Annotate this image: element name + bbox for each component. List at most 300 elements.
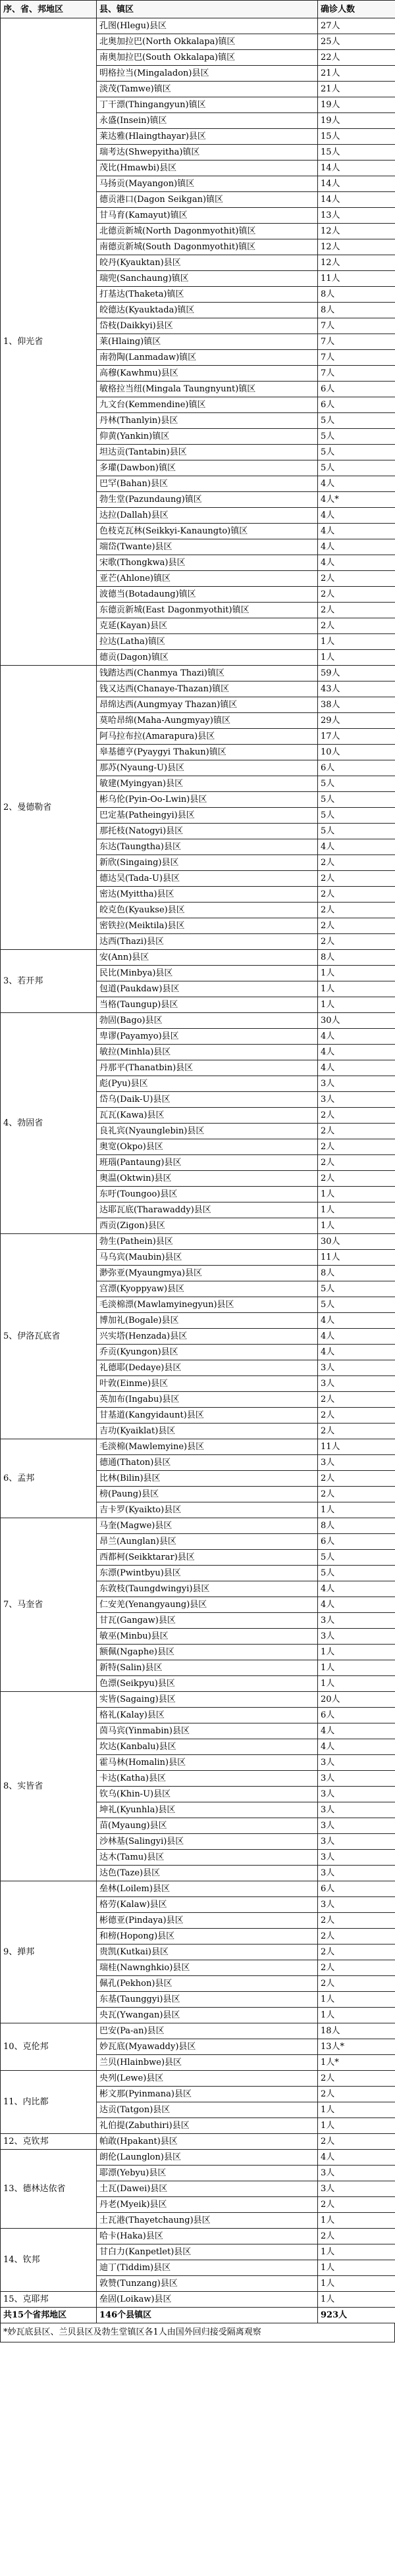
district-name: 宋歌(Thongkwa)县区 [97,555,318,571]
district-name: 东基(Taunggyi)县区 [97,1992,318,2008]
case-count: 2人 [318,934,395,950]
district-name: 岱乌(Daik-U)县区 [97,1092,318,1108]
case-count: 3人 [318,2181,395,2197]
district-name: 敏格拉当纽(Mingala Taungnyunt)镇区 [97,382,318,397]
case-count: 1人 [318,966,395,981]
district-name: 坦达贡(Tantabin)县区 [97,445,318,460]
district-name: 央列(Lewe)县区 [97,2071,318,2087]
region-name: 12、克钦邦 [1,2134,97,2150]
total-region: 共15个省邦地区 [1,2308,97,2323]
case-count: 2人 [318,1155,395,1171]
case-count: 4人 [318,1045,395,1060]
district-name: 比林(Bilin)县区 [97,1471,318,1487]
table-row [1,1881,395,1897]
case-count: 1人 [318,2118,395,2134]
case-count: 5人 [318,776,395,792]
district-name: 明格拉当(Mingaladon)县区 [97,66,318,82]
case-count: 3人 [318,1613,395,1629]
case-count: 4人 [318,1329,395,1345]
district-name: 莱(Hlaing)镇区 [97,334,318,350]
case-count: 30人 [318,1234,395,1250]
case-count: 5人 [318,429,395,445]
case-count: 1人 [318,1187,395,1202]
district-name: 博加礼(Bogale)县区 [97,1313,318,1329]
case-count: 4人 [318,524,395,539]
district-name: 亚芒(Ahlone)镇区 [97,571,318,587]
district-name: 皎丹(Kyauktan)县区 [97,255,318,271]
case-count: 3人 [318,1455,395,1471]
district-name: 莱达雅(Hlaingthayar)县区 [97,129,318,145]
district-name: 帕敢(Hpakant)县区 [97,2134,318,2150]
district-name: 德贡(Dagon)镇区 [97,650,318,666]
case-count: 2人 [318,918,395,934]
case-count: 4人 [318,1029,395,1045]
table-row [1,950,395,966]
case-count: 4人 [318,555,395,571]
case-count: 6人 [318,1708,395,1723]
district-name: 密达(Myittha)县区 [97,887,318,903]
case-count: 3人 [318,1076,395,1092]
district-name: 南勃陶(Lanmadaw)镇区 [97,350,318,366]
case-count: 2人 [318,855,395,871]
district-name: 礼伯提(Zabuthiri)县区 [97,2118,318,2134]
case-count: 3人 [318,1818,395,1834]
district-name: 坤礼(Kyunhla)县区 [97,1802,318,1818]
district-name: 西贡(Zigon)县区 [97,1218,318,1234]
district-name: 贵凯(Kutkai)县区 [97,1944,318,1960]
district-name: 奥温(Oktwin)县区 [97,1171,318,1187]
district-name: 达色(Taze)县区 [97,1866,318,1881]
district-name: 克延(Kayan)县区 [97,618,318,634]
case-count: 5人 [318,808,395,824]
case-count: 4人 [318,1597,395,1613]
district-name: 彪(Pyu)县区 [97,1076,318,1092]
case-count: 2人 [318,571,395,587]
table-row [1,18,395,34]
district-name: 彬乌伦(Pyin-Oo-Lwin)县区 [97,792,318,808]
district-name: 央瓦(Ywangan)县区 [97,2008,318,2023]
district-name: 甘马育(Kamayut)镇区 [97,208,318,224]
case-count: 8人 [318,950,395,966]
case-count: 59人 [318,666,395,681]
district-name: 德贡港口(Dagon Seikgan)镇区 [97,192,318,208]
case-count: 8人 [318,287,395,303]
case-count: 1人 [318,2008,395,2023]
district-name: 北奥加拉巴(North Okkalapa)镇区 [97,34,318,50]
case-count: 3人 [318,1897,395,1913]
district-name: 马扬贡(Mayangon)镇区 [97,176,318,192]
district-name: 西都柯(Seikktarar)县区 [97,1550,318,1566]
district-name: 瑞考达(Shwepyitha)镇区 [97,145,318,161]
case-count: 4人 [318,508,395,524]
case-count: 25人 [318,34,395,50]
district-name: 丁干漂(Thingangyun)镇区 [97,97,318,113]
district-name: 毛淡棉漂(Mawlamyinegyun)县区 [97,1297,318,1313]
district-name: 巴罕(Bahan)县区 [97,476,318,492]
case-count: 2人 [318,903,395,918]
case-count: 3人 [318,1787,395,1802]
district-name: 瑞兜(Sanchaung)镇区 [97,271,318,287]
district-name: 甘基道(Kangyidaunt)县区 [97,1408,318,1424]
district-name: 卡达(Katha)县区 [97,1771,318,1787]
region-name: 8、实皆省 [1,1692,97,1881]
case-count: 38人 [318,697,395,713]
total-district: 146个县镇区 [97,2308,318,2323]
district-name: 渺弥亚(Myaungmya)县区 [97,1266,318,1281]
case-count: 2人 [318,2134,395,2150]
case-count: 6人 [318,397,395,413]
district-name: 敏建(Myingyan)县区 [97,776,318,792]
district-name: 耶漂(Yebyu)县区 [97,2166,318,2181]
case-count: 5人 [318,1281,395,1297]
case-count: 12人 [318,224,395,239]
header-count: 确诊人数 [318,1,395,18]
district-name: 英加布(Ingabu)县区 [97,1392,318,1408]
case-count: 3人 [318,1834,395,1850]
case-count: 2人 [318,2197,395,2213]
district-name: 淡茂(Tamwe)镇区 [97,82,318,97]
case-count: 1人 [318,2102,395,2118]
region-name: 7、马奎省 [1,1518,97,1692]
district-name: 宫漂(Kyoppyaw)县区 [97,1281,318,1297]
district-name: 皎德达(Kyauktada)镇区 [97,303,318,318]
district-name: 敏拉(Minhla)县区 [97,1045,318,1060]
district-name: 甘白力(Kanpetlet)县区 [97,2244,318,2260]
district-name: 勃固(Bago)县区 [97,1013,318,1029]
case-count: 3人 [318,1360,395,1376]
case-count: 1人 [318,1676,395,1692]
district-name: 达拉(Dallah)县区 [97,508,318,524]
district-name: 霍马林(Homalin)县区 [97,1755,318,1771]
case-count: 5人 [318,1297,395,1313]
case-count: 2人 [318,1944,395,1960]
district-name: 垒林(Loilem)县区 [97,1881,318,1897]
district-name: 彬德亚(Pindaya)县区 [97,1913,318,1929]
district-name: 东德贡新城(East Dagonmyothit)镇区 [97,603,318,618]
district-name: 密铁拉(Meiktila)县区 [97,918,318,934]
region-name: 6、孟邦 [1,1439,97,1518]
table-row [1,1692,395,1708]
district-name: 皋基德亨(Pyaygyi Thakun)镇区 [97,745,318,760]
case-count: 2人 [318,1929,395,1944]
case-count: 4人 [318,539,395,555]
case-count: 1人 [318,981,395,997]
case-count: 8人 [318,1266,395,1281]
case-count: 30人 [318,1013,395,1029]
table-row [1,2071,395,2087]
district-name: 色枝克瓦林(Seikkyi-Kanaungto)镇区 [97,524,318,539]
region-name: 14、钦邦 [1,2229,97,2292]
district-name: 茂比(Hmawbi)县区 [97,161,318,176]
district-name: 兴实塔(Henzada)县区 [97,1329,318,1345]
district-name: 奥宽(Okpo)县区 [97,1139,318,1155]
district-name: 波德当(Botadaung)镇区 [97,587,318,603]
district-name: 当格(Taungup)县区 [97,997,318,1013]
case-count: 1人 [318,634,395,650]
district-name: 迪丁(Tiddim)县区 [97,2260,318,2276]
case-count: 3人 [318,2166,395,2181]
case-count: 2人 [318,1392,395,1408]
district-name: 高穆(Kawhmu)县区 [97,366,318,382]
case-count: 18人 [318,2023,395,2039]
district-name: 卑谬(Payamyo)县区 [97,1029,318,1045]
case-count: 1人 [318,650,395,666]
district-name: 土瓦(Dawei)县区 [97,2181,318,2197]
case-count: 4人 [318,839,395,855]
case-count: 14人 [318,192,395,208]
district-name: 仁安羌(Yenangyaung)县区 [97,1597,318,1613]
district-name: 茵马宾(Yinmabin)县区 [97,1723,318,1739]
district-name: 瑞桂(Nawnghkio)县区 [97,1960,318,1976]
case-count: 6人 [318,760,395,776]
case-count: 2人 [318,587,395,603]
case-count: 2人 [318,603,395,618]
case-count: 2人 [318,1960,395,1976]
district-name: 敏巫(Minbu)县区 [97,1629,318,1645]
district-name: 毛淡棉(Mawlemyine)县区 [97,1439,318,1455]
case-count: 1人 [318,1645,395,1660]
district-name: 阿马拉布拉(Amarapura)县区 [97,729,318,745]
district-name: 马奎(Magwe)县区 [97,1518,318,1534]
district-name: 敦赞(Tunzang)县区 [97,2276,318,2292]
district-name: 沙林基(Salingyi)县区 [97,1834,318,1850]
district-name: 那托枝(Natogyi)县区 [97,824,318,839]
case-count: 21人 [318,82,395,97]
case-count: 2人 [318,1408,395,1424]
district-name: 南奥加拉巴(South Okkalapa)镇区 [97,50,318,66]
district-name: 皎克色(Kyaukse)县区 [97,903,318,918]
district-name: 达耶瓦底(Tharawaddy)县区 [97,1202,318,1218]
case-count: 2人 [318,1471,395,1487]
case-count: 2人 [318,1424,395,1439]
table-row [1,1234,395,1250]
district-name: 班瑙(Pantaung)县区 [97,1155,318,1171]
case-count: 3人 [318,1866,395,1881]
district-name: 民比(Minbya)县区 [97,966,318,981]
case-count: 1人 [318,1218,395,1234]
district-name: 巴定基(Patheingyi)县区 [97,808,318,824]
case-count: 2人 [318,1913,395,1929]
district-name: 礼德耶(Dedaye)县区 [97,1360,318,1376]
district-name: 东漂(Pwintbyu)县区 [97,1566,318,1581]
case-count: 5人 [318,445,395,460]
district-name: 新特(Salin)县区 [97,1660,318,1676]
district-name: 拉达(Latha)镇区 [97,634,318,650]
district-name: 妙瓦底(Myawaddy)县区 [97,2039,318,2055]
district-name: 岱枝(Daikkyi)县区 [97,318,318,334]
district-name: 良礼宾(Nyaunglebin)县区 [97,1124,318,1139]
case-count: 2人 [318,2229,395,2244]
case-count: 22人 [318,50,395,66]
case-count: 3人 [318,1802,395,1818]
case-count: 3人 [318,1771,395,1787]
table-row [1,1439,395,1455]
region-name: 15、克耶邦 [1,2292,97,2308]
case-count: 11人 [318,1250,395,1266]
district-name: 九文台(Kemmendine)镇区 [97,397,318,413]
case-count: 3人 [318,1850,395,1866]
table-row [1,2292,395,2308]
district-name: 彬文那(Pyinmana)县区 [97,2087,318,2102]
district-name: 榜(Paung)县区 [97,1487,318,1502]
district-name: 佩孔(Pekhon)县区 [97,1976,318,1992]
case-count: 10人 [318,745,395,760]
district-name: 格劳(Kalaw)县区 [97,1897,318,1913]
case-count: 14人 [318,176,395,192]
case-count: 11人 [318,271,395,287]
case-count: 1人 [318,2276,395,2292]
district-name: 达木(Tamu)县区 [97,1850,318,1866]
district-name: 永盛(Insein)镇区 [97,113,318,129]
case-table-body [1,18,395,2308]
district-name: 多瓘(Dawbon)镇区 [97,460,318,476]
case-count: 7人 [318,350,395,366]
district-name: 丹林(Thanlyin)县区 [97,413,318,429]
district-name: 土瓦港(Thayetchaung)县区 [97,2213,318,2229]
case-count: 6人 [318,1881,395,1897]
district-name: 叶敦(Einme)县区 [97,1376,318,1392]
case-count: 4人 [318,1313,395,1329]
case-count: 8人 [318,303,395,318]
case-count: 5人 [318,824,395,839]
case-count: 7人 [318,318,395,334]
case-count: 2人 [318,1108,395,1124]
district-name: 实皆(Sagaing)县区 [97,1692,318,1708]
district-name: 德通(Thaton)县区 [97,1455,318,1471]
district-name: 端岱(Twante)县区 [97,539,318,555]
case-count: 2人 [318,618,395,634]
case-count: 5人 [318,1566,395,1581]
case-count: 6人 [318,1534,395,1550]
district-name: 朗伦(Launglon)县区 [97,2150,318,2166]
case-count: 15人 [318,129,395,145]
table-row [1,2023,395,2039]
district-name: 那苏(Nyaung-U)县区 [97,760,318,776]
district-name: 吉功(Kyaiklat)县区 [97,1424,318,1439]
case-count: 4人 [318,476,395,492]
case-count: 1人 [318,1660,395,1676]
district-name: 昂绵达西(Aungmyay Thazan)镇区 [97,697,318,713]
case-count: 2人 [318,1124,395,1139]
case-count: 27人 [318,18,395,34]
district-name: 北德贡新城(North Dagonmyothit)镇区 [97,224,318,239]
district-name: 巴安(Pa-an)县区 [97,2023,318,2039]
case-count: 4人 [318,1723,395,1739]
region-name: 9、掸邦 [1,1881,97,2023]
district-name: 苗(Myaung)县区 [97,1818,318,1834]
district-name: 兰贝(Hlainbwe)县区 [97,2055,318,2071]
case-count: 1人 [318,1992,395,2008]
case-count: 2人 [318,871,395,887]
case-count: 7人 [318,366,395,382]
district-name: 德达吴(Tada-U)县区 [97,871,318,887]
case-count: 15人 [318,145,395,161]
case-count: 5人 [318,792,395,808]
case-count: 5人 [318,413,395,429]
district-name: 格礼(Kalay)县区 [97,1708,318,1723]
case-count: 2人 [318,887,395,903]
case-count: 6人 [318,382,395,397]
district-name: 额佩(Ngaphe)县区 [97,1645,318,1660]
district-name: 东达(Taungtha)县区 [97,839,318,855]
district-name: 钱踏达西(Chanmya Thazi)镇区 [97,666,318,681]
district-name: 打基达(Thaketa)镇区 [97,287,318,303]
table-row [1,666,395,681]
case-count: 5人 [318,460,395,476]
district-name: 垒固(Loikaw)县区 [97,2292,318,2308]
district-name: 达西(Thazi)县区 [97,934,318,950]
header-row [1,1,395,18]
district-name: 达贡(Tatgon)县区 [97,2102,318,2118]
case-count: 2人 [318,2087,395,2102]
district-name: 包道(Paukdaw)县区 [97,981,318,997]
district-name: 莫哈昂绵(Maha-Aungmyay)镇区 [97,713,318,729]
region-name: 10、克伦邦 [1,2023,97,2071]
region-name: 4、勃固省 [1,1013,97,1234]
district-name: 东吁(Toungoo)县区 [97,1187,318,1202]
district-name: 孔图(Hlegu)县区 [97,18,318,34]
district-name: 哈卡(Haka)县区 [97,2229,318,2244]
district-name: 甘瓦(Gangaw)县区 [97,1613,318,1629]
region-name: 1、仰光省 [1,18,97,666]
case-count: 12人 [318,239,395,255]
case-count: 4人 [318,1581,395,1597]
case-count: 21人 [318,66,395,82]
table-row [1,2150,395,2166]
region-name: 2、曼德勒省 [1,666,97,950]
case-count: 13人 [318,208,395,224]
case-count: 1人 [318,2244,395,2260]
district-name: 乔贡(Kyungon)县区 [97,1345,318,1360]
case-count: 3人 [318,1629,395,1645]
case-count: 1人* [318,2055,395,2071]
case-count: 2人 [318,1139,395,1155]
table-row [1,1013,395,1029]
case-count: 4人* [318,492,395,508]
region-name: 11、内比都 [1,2071,97,2134]
district-name: 南德贡新城(South Dagonmyothit)镇区 [97,239,318,255]
header-region: 序、省、邦地区 [1,1,97,18]
district-name: 色漂(Seikpyu)县区 [97,1676,318,1692]
case-count: 29人 [318,713,395,729]
case-count: 1人 [318,2213,395,2229]
case-count: 14人 [318,161,395,176]
case-count: 4人 [318,1060,395,1076]
district-name: 昂兰(Aunglan)县区 [97,1534,318,1550]
case-count: 8人 [318,1518,395,1534]
district-name: 钱又达西(Chanaye-Thazan)镇区 [97,681,318,697]
district-name: 新欣(Singaing)县区 [97,855,318,871]
case-count: 4人 [318,2150,395,2166]
district-name: 丹那平(Thanatbin)县区 [97,1060,318,1076]
district-name: 和榜(Hopong)县区 [97,1929,318,1944]
district-name: 马乌宾(Maubin)县区 [97,1250,318,1266]
district-name: 坎达(Kanbalu)县区 [97,1739,318,1755]
region-name: 5、伊洛瓦底省 [1,1234,97,1439]
case-count: 7人 [318,334,395,350]
district-name: 勃生堂(Pazundaung)镇区 [97,492,318,508]
case-count: 11人 [318,1439,395,1455]
region-name: 3、若开邦 [1,950,97,1013]
case-count: 19人 [318,113,395,129]
total-count: 923人 [318,2308,395,2323]
case-count: 4人 [318,1345,395,1360]
total-row [1,2308,395,2323]
case-count: 2人 [318,1976,395,1992]
table-row [1,1518,395,1534]
table-row [1,2229,395,2244]
district-name: 钦乌(Khin-U)县区 [97,1787,318,1802]
